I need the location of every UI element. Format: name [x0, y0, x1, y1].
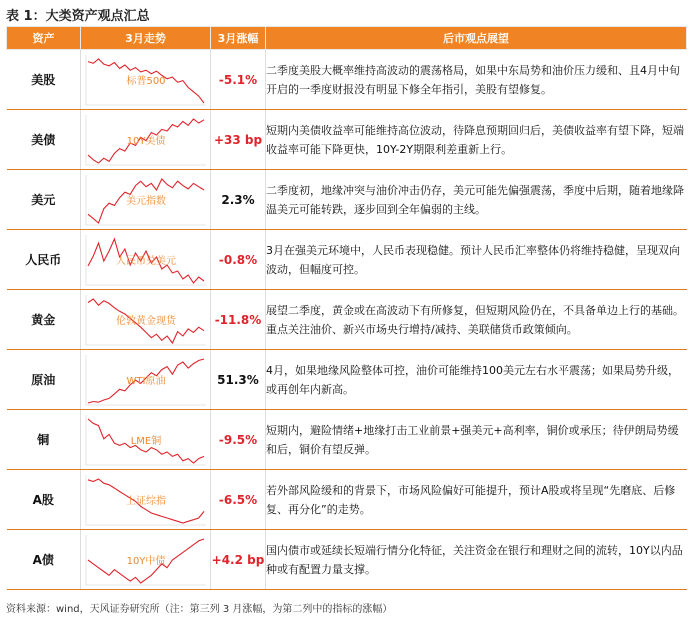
trend-sparkline [84, 413, 208, 467]
chart-label: WTI原油 [126, 375, 165, 387]
trend-chart-cell [81, 170, 211, 230]
table-row [7, 470, 687, 530]
chart-label: 10Y美债 [126, 135, 165, 147]
table-row [7, 290, 687, 350]
trend-sparkline [84, 53, 208, 107]
asset-name: 铜 [7, 410, 81, 470]
trend-chart-cell [81, 230, 211, 290]
header-view: 后市观点展望 [266, 27, 687, 50]
asset-name: A债 [7, 530, 81, 590]
monthly-change: -0.8% [211, 230, 266, 290]
chart-label: 伦敦黄金现货 [115, 315, 176, 327]
source-note: 资料来源：wind，天风证券研究所（注：第三列 3 月涨幅，为第二列中的指标的涨幅） [6, 604, 393, 615]
asset-name: 美元 [7, 170, 81, 230]
monthly-change: -11.8% [211, 290, 266, 350]
trend-sparkline [84, 533, 208, 587]
outlook-text: 二季度美股大概率维持高波动的震荡格局，如果中东局势和油价压力缓和、且4月中旬开启的一季度财报没有明显下修全年指引，美股有望修复。 [266, 50, 687, 110]
monthly-change: +33 bp [211, 110, 266, 170]
chart-label: 美元指数 [125, 195, 166, 207]
table-header-row [7, 27, 687, 50]
monthly-change: 2.3% [211, 170, 266, 230]
table-row [7, 230, 687, 290]
chart-label: 标普500 [125, 75, 166, 87]
chart-label: 上证综指 [125, 495, 166, 507]
monthly-change: -5.1% [211, 50, 266, 110]
table-row [7, 170, 687, 230]
outlook-text: 二季度初，地缘冲突与油价冲击仍存，美元可能先偏强震荡，季度中后期，随着地缘降温美元可能转跌，逐步回到全年偏弱的主线。 [266, 170, 687, 230]
trend-sparkline [84, 233, 208, 287]
table-row [7, 50, 687, 110]
chart-label: 人民币兑美元 [115, 255, 176, 267]
table-title: 表 1：大类资产观点汇总 [6, 9, 150, 24]
asset-name: 原油 [7, 350, 81, 410]
header-change: 3月涨幅 [211, 27, 266, 50]
trend-chart-cell [81, 110, 211, 170]
asset-name: 人民币 [7, 230, 81, 290]
outlook-text: 若外部风险缓和的背景下，市场风险偏好可能提升，预计A股或将呈现“先磨底、后修复、再分化”的走势。 [266, 470, 687, 530]
trend-sparkline [84, 173, 208, 227]
table-body [7, 50, 687, 590]
trend-sparkline [84, 473, 208, 527]
trend-chart-cell [81, 350, 211, 410]
outlook-text: 4月，如果地缘风险整体可控，油价可能维持100美元左右水平震荡；如果局势升级，或再创年内新高。 [266, 350, 687, 410]
chart-label: LME铜 [130, 435, 161, 447]
table-row [7, 410, 687, 470]
outlook-text: 短期内美债收益率可能维持高位波动，待降息预期回归后，美债收益率有望下降，短端收益率可能下降更快，10Y-2Y期限利差重新上行。 [266, 110, 687, 170]
table-row [7, 110, 687, 170]
trend-chart-cell [81, 530, 211, 590]
outlook-text: 国内债市或延续长短端行情分化特征，关注资金在银行和理财之间的流转，10Y以内品种或有配置力量支撑。 [266, 530, 687, 590]
outlook-text: 3月在强美元环境中，人民币表现稳健。预计人民币汇率整体仍将维持稳健，呈现双向波动，但幅度可控。 [266, 230, 687, 290]
asset-summary-table [6, 26, 687, 590]
outlook-text: 展望二季度，黄金或在高波动下有所修复，但短期风险仍在，不具备单边上行的基础。重点关注油价、新兴市场央行增持/减持、美联储货币政策倾向。 [266, 290, 687, 350]
table-row [7, 530, 687, 590]
monthly-change: -6.5% [211, 470, 266, 530]
header-trend: 3月走势 [81, 27, 211, 50]
trend-chart-cell [81, 50, 211, 110]
trend-sparkline [84, 293, 208, 347]
trend-sparkline [84, 353, 208, 407]
asset-name: 美债 [7, 110, 81, 170]
trend-chart-cell [81, 410, 211, 470]
asset-name: 黄金 [7, 290, 81, 350]
monthly-change: +4.2 bp [211, 530, 266, 590]
outlook-text: 短期内，避险情绪+地缘打击工业前景+强美元+高利率，铜价或承压；待伊朗局势缓和后，铜价有望反弹。 [266, 410, 687, 470]
table-row [7, 350, 687, 410]
monthly-change: -9.5% [211, 410, 266, 470]
trend-chart-cell [81, 290, 211, 350]
monthly-change: 51.3% [211, 350, 266, 410]
asset-name: 美股 [7, 50, 81, 110]
trend-chart-cell [81, 470, 211, 530]
trend-sparkline [84, 113, 208, 167]
chart-label: 10Y中债 [126, 555, 165, 567]
header-asset: 资产 [7, 27, 81, 50]
asset-name: A股 [7, 470, 81, 530]
